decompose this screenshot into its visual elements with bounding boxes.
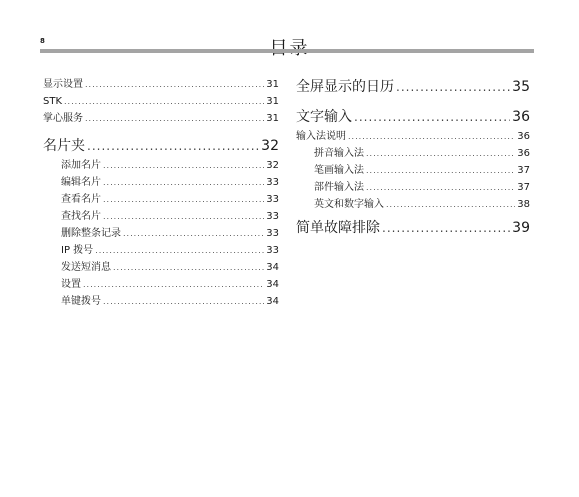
toc-entry-page: 37 <box>517 165 530 176</box>
toc-dot-leader <box>366 179 515 196</box>
toc-entry-title: STK <box>43 96 63 107</box>
toc-dot-leader <box>103 293 264 310</box>
toc-entry-title: 部件输入法 <box>314 182 364 193</box>
toc-entry-title: 单键拨号 <box>61 296 101 307</box>
toc-entry-title: 英文和数字输入 <box>314 199 384 210</box>
toc-entry-palm-service[interactable] <box>43 110 279 127</box>
toc-entry-title: 拼音输入法 <box>314 148 364 159</box>
toc-section-troubleshooting[interactable] <box>296 217 530 239</box>
toc-entry-title: 发送短消息 <box>61 262 111 273</box>
toc-entry-page: 32 <box>266 160 279 171</box>
toc-dot-leader <box>366 145 515 162</box>
toc-entry-english-number-input[interactable] <box>296 196 530 213</box>
toc-section-calendar[interactable] <box>296 76 530 98</box>
toc-entry-page: 36 <box>517 131 530 142</box>
toc-entry-title: 文字输入 <box>296 109 352 125</box>
toc-entry-view-card[interactable] <box>43 191 279 208</box>
toc-right-column <box>296 76 530 239</box>
toc-dot-leader <box>85 76 264 93</box>
toc-dot-leader <box>103 157 264 174</box>
toc-dot-leader <box>85 110 264 127</box>
page-number: 8 <box>40 37 45 45</box>
toc-entry-speed-dial[interactable] <box>43 293 279 310</box>
toc-entry-page: 32 <box>261 138 279 154</box>
toc-dot-leader <box>103 174 264 191</box>
toc-dot-leader <box>123 225 264 242</box>
header-rule <box>40 49 534 53</box>
toc-entry-stk[interactable] <box>43 93 279 110</box>
toc-entry-find-card[interactable] <box>43 208 279 225</box>
toc-section-text-input[interactable] <box>296 106 530 128</box>
toc-entry-page: 34 <box>266 296 279 307</box>
toc-entry-title: 简单故障排除 <box>296 220 380 236</box>
page-title <box>0 34 579 60</box>
toc-entry-settings[interactable] <box>43 276 279 293</box>
toc-entry-page: 33 <box>266 245 279 256</box>
toc-entry-component-input[interactable] <box>296 179 530 196</box>
toc-entry-title: 掌心服务 <box>43 113 83 124</box>
toc-entry-title: 输入法说明 <box>296 131 346 142</box>
toc-section-contacts[interactable] <box>43 135 279 157</box>
toc-dot-leader <box>64 93 264 110</box>
toc-dot-leader <box>83 276 264 293</box>
toc-dot-leader <box>103 208 264 225</box>
toc-entry-page: 33 <box>266 211 279 222</box>
toc-entry-page: 33 <box>266 194 279 205</box>
toc-entry-pinyin-input[interactable] <box>296 145 530 162</box>
toc-entry-page: 36 <box>512 109 530 125</box>
toc-dot-leader <box>95 242 264 259</box>
toc-entry-title: 全屏显示的日历 <box>296 79 394 95</box>
toc-entry-stroke-input[interactable] <box>296 162 530 179</box>
toc-entry-page: 34 <box>266 279 279 290</box>
toc-entry-title: 编辑名片 <box>61 177 101 188</box>
toc-entry-send-sms[interactable] <box>43 259 279 276</box>
toc-entry-title: 查找名片 <box>61 211 101 222</box>
toc-entry-page: 38 <box>517 199 530 210</box>
toc-dot-leader <box>103 191 264 208</box>
toc-entry-title: 显示设置 <box>43 79 83 90</box>
toc-entry-title: 名片夹 <box>43 138 85 154</box>
toc-dot-leader <box>87 135 259 157</box>
toc-entry-page: 33 <box>266 177 279 188</box>
toc-entry-page: 34 <box>266 262 279 273</box>
toc-entry-title: 查看名片 <box>61 194 101 205</box>
toc-entry-page: 33 <box>266 228 279 239</box>
toc-entry-title: 删除整条记录 <box>61 228 121 239</box>
toc-entry-delete-record[interactable] <box>43 225 279 242</box>
toc-entry-page: 31 <box>266 113 279 124</box>
toc-entry-page: 39 <box>512 220 530 236</box>
toc-entry-page: 37 <box>517 182 530 193</box>
toc-entry-input-method-guide[interactable] <box>296 128 530 145</box>
toc-entry-add-card[interactable] <box>43 157 279 174</box>
toc-dot-leader <box>366 162 515 179</box>
toc-dot-leader <box>382 217 510 239</box>
toc-entry-title: 添加名片 <box>61 160 101 171</box>
toc-entry-title: 设置 <box>61 279 81 290</box>
toc-entry-page: 31 <box>266 96 279 107</box>
toc-entry-display-settings[interactable] <box>43 76 279 93</box>
toc-entry-page: 35 <box>512 79 530 95</box>
toc-dot-leader <box>386 196 515 213</box>
toc-dot-leader <box>396 76 510 98</box>
toc-entry-page: 36 <box>517 148 530 159</box>
toc-entry-page: 31 <box>266 79 279 90</box>
toc-entry-ip-dial[interactable] <box>43 242 279 259</box>
toc-entry-edit-card[interactable] <box>43 174 279 191</box>
toc-entry-title: 笔画输入法 <box>314 165 364 176</box>
toc-dot-leader <box>348 128 515 145</box>
toc-entry-title: IP 拨号 <box>61 245 94 256</box>
toc-dot-leader <box>113 259 264 276</box>
toc-left-column <box>43 76 279 310</box>
toc-dot-leader <box>354 106 510 128</box>
